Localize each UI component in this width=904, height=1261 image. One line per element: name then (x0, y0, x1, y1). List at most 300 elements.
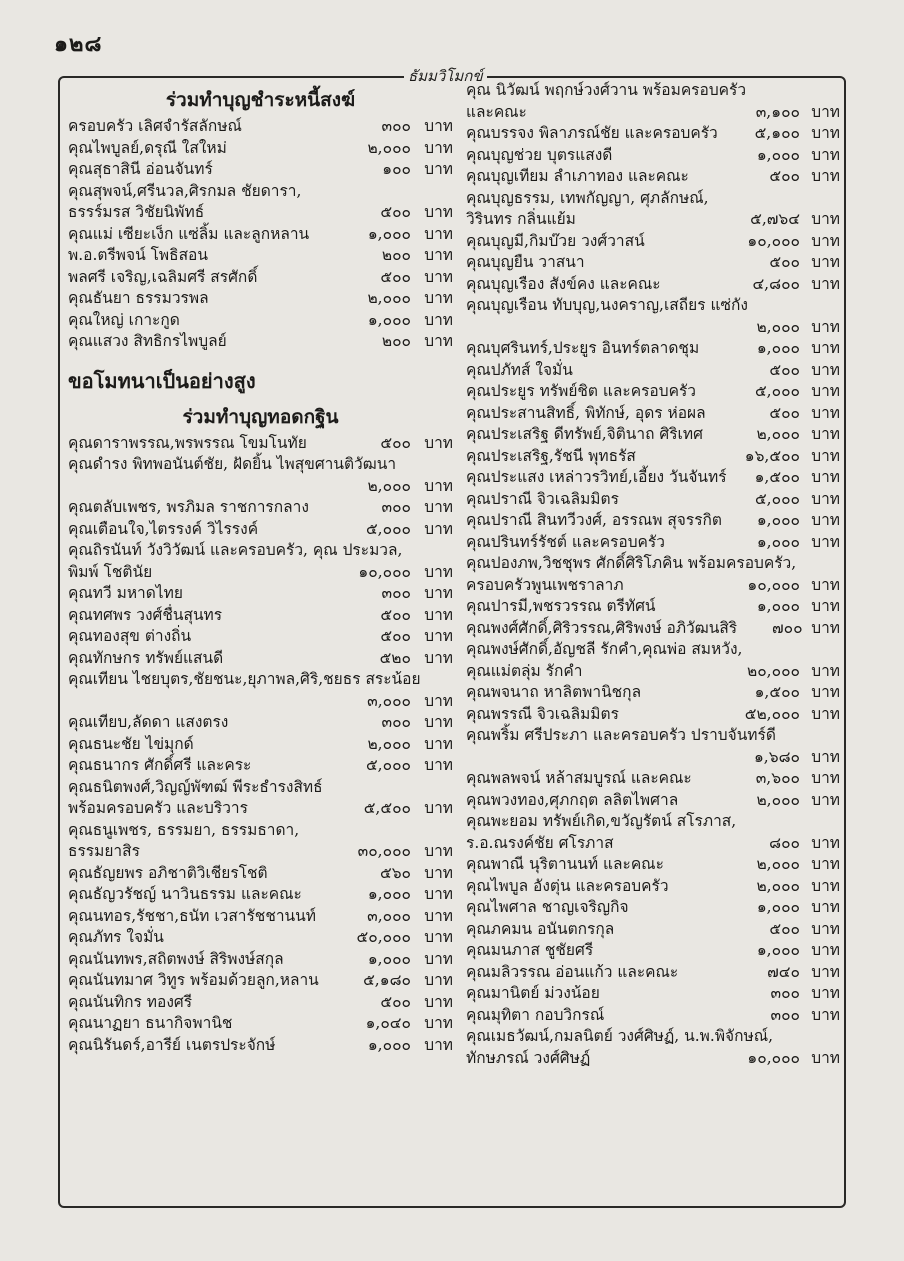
donor-entry (466, 166, 840, 188)
currency-unit: บาท (424, 562, 453, 581)
donation-amount: ๕๐๐ (769, 919, 800, 938)
donation-amount: ๕,๕๐๐ (363, 799, 411, 817)
currency-unit: บาท (811, 317, 840, 336)
donor-entry (466, 876, 840, 898)
currency-unit: บาท (424, 928, 453, 946)
donor-name: คุณพจนาถ หาลิตพานิชกุล (466, 683, 642, 701)
currency-unit: บาท (424, 799, 453, 817)
donation-amount: ๑๐,๐๐๐ (747, 575, 800, 594)
donor-name: คุณธันยา ธรรมวรพล (68, 289, 209, 307)
donor-entry (466, 80, 840, 102)
donor-entry (466, 381, 840, 403)
currency-unit: บาท (811, 210, 840, 228)
donor-name: ครอบครัวพูนเพชราลาภ (466, 575, 624, 594)
donation-amount: ๕๐๐ (380, 605, 411, 624)
donor-entry (68, 755, 453, 777)
donor-name: คุณสุพจน์,ศรีนวล,ศิรกมล ชัยดารา, (68, 181, 302, 200)
donation-amount: ๑๐,๐๐๐ (747, 231, 800, 250)
donation-amount: ๑,๐๐๐ (756, 941, 800, 959)
donor-name: คุณเตือนใจ,ไตรรงค์ วิไรรงค์ (68, 519, 259, 538)
donation-amount: ๑,๐๐๐ (367, 1035, 411, 1054)
donation-amount: ๕๐๐ (769, 253, 800, 271)
donor-entry (68, 562, 453, 584)
donor-name: คุณพะยอม ทรัพย์เกิด,ขวัญรัตน์ สโรภาส, (466, 812, 737, 830)
currency-unit: บาท (811, 425, 840, 443)
currency-unit: บาท (424, 138, 453, 157)
donor-name: คุณปารมี,พชรวรรณ ตรีทัศน์ (466, 597, 656, 615)
donation-amount: ๓,๑๐๐ (755, 102, 800, 121)
donation-amount: ๑๐,๐๐๐ (747, 1048, 800, 1067)
donor-entry (466, 123, 840, 145)
donation-amount: ๓๐๐ (381, 584, 411, 602)
donor-name: คุณประแสง เหล่าวรวิทย์,เอี้ยง วันจันทร์ (466, 468, 727, 486)
donation-amount: ๒,๐๐๐ (756, 855, 800, 873)
donation-amount: ๒,๐๐๐ (367, 138, 411, 157)
donor-name: คุณบุญเทียม ลำเภาทอง และคณะ (466, 167, 689, 185)
donor-entry (466, 403, 840, 425)
donor-entry (466, 102, 840, 124)
donation-amount: ๓,๖๐๐ (755, 769, 800, 787)
donation-amount: ๗๔๐ (767, 962, 800, 981)
donation-amount: ๓๐๐ (381, 498, 411, 516)
donor-entry (466, 360, 840, 382)
donation-amount: ๒,๐๐๐ (756, 425, 800, 443)
donor-entry (68, 841, 453, 863)
donor-name: คุณสุธาสินี อ่อนจันทร์ (68, 160, 213, 178)
donor-entry (68, 476, 453, 498)
donor-entry (466, 790, 840, 812)
donation-amount: ๕๐๐ (380, 433, 411, 452)
donor-name: คุณไพบูล อังตุ่น และครอบครัว (466, 876, 669, 895)
donor-name: คุณ นิวัฒน์ พฤกษ์วงศ์วาน พร้อมครอบครัว (466, 81, 747, 99)
currency-unit: บาท (811, 403, 840, 422)
currency-unit: บาท (811, 511, 840, 529)
donor-name: คุณธนากร ศักดิ์ศรี และคระ (68, 756, 252, 774)
donor-entry (466, 1005, 840, 1027)
currency-unit: บาท (811, 661, 840, 680)
donation-amount: ๑๐,๐๐๐ (358, 562, 411, 581)
donor-entry (68, 1035, 453, 1057)
donor-name: คุณถิรนันท์ วังวิวัฒน์ และครอบครัว, คุณ ประมวล, (68, 541, 403, 559)
donor-entry (466, 661, 840, 683)
donation-amount: ๒,๐๐๐ (756, 317, 800, 336)
donor-entry (68, 777, 453, 799)
donation-amount: ๑,๐๐๐ (756, 511, 800, 529)
donor-name: คุณใหญ่ เกาะกูด (68, 310, 180, 329)
donor-name: คุณตลับเพชร, พรภิมล ราชการกลาง (68, 498, 309, 516)
donor-name: คุณประสานสิทธิ์, พิทักษ์, อุดร ห่อผล (466, 403, 706, 422)
currency-unit: บาท (811, 575, 840, 594)
donor-name: คุณประยูร ทรัพย์ชิต และครอบครัว (466, 382, 696, 400)
donor-name: คุณบุญมี,กิมบ๊วย วงศ์วาสน์ (466, 231, 645, 250)
currency-unit: บาท (424, 203, 453, 221)
donor-name: คุณธนิตพงศ์,วิญญ์พัฑฒ์ พีระธำรงสิทธ์ (68, 777, 323, 796)
currency-unit: บาท (811, 446, 840, 465)
donor-entry (466, 446, 840, 468)
donor-entry (466, 704, 840, 726)
donor-entry (68, 116, 453, 138)
donor-entry (68, 159, 453, 181)
donor-name: คุณพริ้ม ศรีประภา และครอบครัว ปราบจันทร์ดี (466, 726, 776, 744)
currency-unit: บาท (811, 898, 840, 916)
donor-name: คุณทศพร วงศ์ชื่นสุนทร (68, 605, 223, 624)
donation-amount: ๕๒,๐๐๐ (744, 704, 800, 723)
donation-amount: ๕,๑๐๐ (754, 124, 800, 142)
donor-name: พิมพ์ โชตินัย (68, 562, 153, 581)
currency-unit: บาท (811, 597, 840, 615)
thanks-heading: ขอโมทนาเป็นอย่างสูง (68, 368, 256, 393)
donor-entry (68, 712, 453, 734)
donor-name: คุณธัญวรัชญ์ นาวินธรรม และคณะ (68, 885, 302, 903)
donor-name: คุณปราณี จิวเฉลิมมิตร (466, 489, 619, 508)
currency-unit: บาท (424, 648, 453, 667)
donor-entry (68, 433, 453, 455)
donor-entry (68, 224, 453, 246)
donation-amount: ๓๐๐ (770, 984, 800, 1002)
donor-name: คุณดำรง พิทพอนันต์ชัย, ฝัดยิ้น ไพสุขศานติวัฒนา (68, 455, 397, 473)
donor-name: คุณบุศรินทร์,ประยูร อินทร์ตลาดชุม (466, 339, 700, 357)
left-column (68, 80, 453, 1056)
currency-unit: บาท (424, 584, 453, 602)
donor-entry (466, 897, 840, 919)
donor-name: คุณทองสุข ต่างถิ่น (68, 627, 192, 645)
currency-unit: บาท (811, 274, 840, 293)
right-column (466, 80, 840, 1069)
donor-entry (466, 145, 840, 167)
donation-amount: ๕,๐๐๐ (365, 519, 411, 538)
currency-unit: บาท (424, 267, 453, 286)
currency-unit: บาท (811, 1048, 840, 1067)
currency-unit: บาท (424, 842, 453, 860)
donor-name: คุณเทียบ,ลัดดา แสงตรง (68, 713, 229, 731)
currency-unit: บาท (811, 167, 840, 185)
donor-name: คุณมุทิตา กอบวิกรณ์ (466, 1005, 605, 1024)
donor-name: คุณปองภพ,วิชชุพร ศักดิ์ศิริโภคิน พร้อมครอบครัว, (466, 554, 797, 572)
donation-amount: ๕,๑๘๐ (363, 971, 411, 989)
donor-entry (466, 467, 840, 489)
donation-amount: ๑,๐๐๐ (756, 339, 800, 357)
donor-name: พ.อ.ตรีพจน์ โพธิสอน (68, 246, 208, 264)
donor-name: คุณปราณี สินทวีวงศ์, อรรณพ สุจรรกิต (466, 511, 722, 529)
donor-entry (466, 188, 840, 210)
donation-amount: ๑,๐๐๐ (756, 145, 800, 164)
donor-entry (68, 181, 453, 203)
currency-unit: บาท (424, 992, 453, 1011)
donor-name: คุณธนะชัย ไข่มุกด์ (68, 734, 194, 753)
donation-amount: ๒,๐๐๐ (756, 790, 800, 809)
donation-amount: ๕,๗๖๔ (750, 210, 800, 228)
currency-unit: บาท (424, 224, 453, 243)
donation-amount: ๕๐๐ (769, 360, 800, 379)
donor-name: คุณธัญยพร อภิชาติวิเชียรโชติ (68, 863, 268, 882)
currency-unit: บาท (424, 160, 453, 178)
donor-entry (68, 310, 453, 332)
currency-unit: บาท (424, 476, 453, 495)
donor-entry (466, 747, 840, 769)
donation-amount: ๒,๐๐๐ (756, 876, 800, 895)
donor-entry (466, 811, 840, 833)
currency-unit: บาท (811, 876, 840, 895)
donation-amount: ๑,๐๔๐ (365, 1014, 411, 1032)
donor-name: คุณบุญเรือง สังข์คง และคณะ (466, 274, 661, 293)
section-heading-kathin: ร่วมทำบุญทอดกฐิน (182, 405, 339, 428)
donor-name: คุณพงศ์ศักดิ์,ศิริวรรณ,ศิริพงษ์ อภิวัฒนสิริ (466, 618, 738, 637)
donor-entry (68, 540, 453, 562)
journal-title: ธัมมวิโมกข์ (404, 64, 487, 88)
donation-amount: ๕๒๐ (379, 648, 411, 667)
donor-name: ทักษภรณ์ วงศ์ศิษฏ์ (466, 1048, 591, 1067)
donation-amount: ๕๐๐ (380, 627, 411, 645)
donor-name: คุณนาฏยา ธนากิจพานิช (68, 1014, 233, 1032)
donation-amount: ๑,๖๘๐ (753, 747, 800, 766)
donor-entry (68, 605, 453, 627)
donor-entry (466, 725, 840, 747)
donor-name: คุณบุญยืน วาสนา (466, 253, 585, 271)
donation-amount: ๔,๘๐๐ (752, 274, 800, 293)
donor-name: คุณพลพจน์ หล้าสมบูรณ์ และคณะ (466, 769, 692, 787)
currency-unit: บาท (811, 489, 840, 508)
donation-amount: ๑๖,๕๐๐ (744, 446, 800, 465)
donor-entry (68, 970, 453, 992)
currency-unit: บาท (424, 605, 453, 624)
donor-name: คุณไพบูลย์,ดรุณี ใสใหม่ (68, 138, 227, 157)
donor-entry (466, 317, 840, 339)
donation-amount: ๑,๐๐๐ (756, 532, 800, 551)
kathin-donor-list-continued (466, 80, 840, 1069)
currency-unit: บาท (811, 382, 840, 400)
donor-name: และคณะ (466, 102, 527, 121)
currency-unit: บาท (811, 124, 840, 142)
donor-name: คุณดาราพรรณ,พรพรรณ โขมโนทัย (68, 433, 307, 452)
donation-amount: ๑,๐๐๐ (756, 597, 800, 615)
donor-name: คุณทวี มหาดไทย (68, 584, 183, 602)
donor-name: คุณภคมน อนันตกรกุล (466, 919, 615, 938)
donation-amount: ๕,๐๐๐ (365, 756, 411, 774)
donor-entry (68, 497, 453, 519)
donor-entry (68, 331, 453, 353)
currency-unit: บาท (424, 310, 453, 329)
donor-entry (466, 209, 840, 231)
donor-name: คุณปรินทร์รัชต์ และครอบครัว (466, 532, 665, 551)
donor-name: วิรินทร กลิ่นแย้ม (466, 210, 576, 228)
currency-unit: บาท (811, 747, 840, 766)
donor-entry (466, 553, 840, 575)
currency-unit: บาท (424, 289, 453, 307)
currency-unit: บาท (424, 713, 453, 731)
donor-entry (466, 983, 840, 1005)
donation-amount: ๓,๐๐๐ (367, 906, 411, 925)
currency-unit: บาท (811, 984, 840, 1002)
donation-amount: ๕,๐๐๐ (754, 489, 800, 508)
donation-amount: ๓๐๐ (381, 713, 411, 731)
donation-amount: ๕๐๐ (380, 203, 411, 221)
donor-name: คุณนันทมาศ วิทูร พร้อมด้วยลูก,หลาน (68, 971, 319, 989)
donation-amount: ๒,๐๐๐ (367, 289, 411, 307)
donor-entry (466, 1026, 840, 1048)
donation-amount: ๓๐๐ (770, 1005, 800, 1024)
donor-entry (68, 138, 453, 160)
donation-amount: ๑,๐๐๐ (367, 885, 411, 903)
donor-entry (68, 519, 453, 541)
donor-name: ธรรมยาสิร (68, 842, 140, 860)
donation-amount: ๕๖๐ (379, 863, 411, 882)
currency-unit: บาท (811, 769, 840, 787)
section-heading-debt: ร่วมทำบุญชำระหนี้สงฆ์ (165, 89, 356, 111)
donation-amount: ๑๐๐ (382, 160, 411, 178)
currency-unit: บาท (424, 117, 453, 135)
donor-entry (466, 940, 840, 962)
donor-entry (466, 962, 840, 984)
donation-amount: ๒๐๐ (381, 332, 411, 350)
donor-name: พลศรี เจริญ,เฉลิมศรี สรศักดิ์ (68, 267, 258, 286)
currency-unit: บาท (811, 855, 840, 873)
donor-entry (466, 639, 840, 661)
donor-entry (466, 489, 840, 511)
currency-unit: บาท (811, 532, 840, 551)
donor-name: คุณบุญช่วย บุตรแสงดี (466, 145, 613, 164)
donor-entry (68, 202, 453, 224)
currency-unit: บาท (811, 683, 840, 701)
donor-name: คุณมนภาส ชูชัยศรี (466, 941, 594, 959)
donor-name: คุณบุญธรรม, เทพกัญญา, ศุภลักษณ์, (466, 188, 709, 207)
donor-name: ครอบครัว เลิศจำรัสลักษณ์ (68, 117, 242, 135)
donation-amount: ๕๐๐ (769, 167, 800, 185)
donor-entry (68, 927, 453, 949)
donation-amount: ๑,๐๐๐ (756, 898, 800, 916)
donor-entry (68, 992, 453, 1014)
donation-amount: ๓,๐๐๐ (367, 691, 411, 710)
donor-entry (466, 1048, 840, 1070)
donation-amount: ๑,๕๐๐ (754, 683, 800, 701)
donor-name: พร้อมครอบครัว และบริวาร (68, 799, 248, 817)
donor-entry (466, 919, 840, 941)
currency-unit: บาท (424, 756, 453, 774)
donation-amount: ๑,๐๐๐ (367, 949, 411, 968)
donor-entry (68, 288, 453, 310)
donor-name: คุณแม่ เซียะเง็ก แซ่ลิ้ม และลูกหลาน (68, 224, 310, 243)
donation-amount: ๑,๐๐๐ (367, 224, 411, 243)
donor-name: คุณมลิวรรณ อ่อนแก้ว และคณะ (466, 962, 679, 981)
currency-unit: บาท (811, 468, 840, 486)
donor-entry (466, 768, 840, 790)
donor-name: คุณนิรันดร์,อารีย์ เนตรประจักษ์ (68, 1035, 276, 1054)
donor-entry (68, 1013, 453, 1035)
donor-entry (68, 669, 453, 691)
currency-unit: บาท (424, 885, 453, 903)
donor-entry (68, 884, 453, 906)
donor-name: คุณพวงทอง,ศุภกฤต ลลิตไพศาล (466, 790, 679, 809)
currency-unit: บาท (811, 145, 840, 164)
donor-entry (466, 424, 840, 446)
donor-entry (68, 267, 453, 289)
donor-entry (68, 798, 453, 820)
currency-unit: บาท (811, 962, 840, 981)
donor-entry (466, 231, 840, 253)
donor-entry (68, 906, 453, 928)
currency-unit: บาท (811, 1005, 840, 1024)
donation-amount: ๕๐๐ (769, 403, 800, 422)
donor-name: คุณมานิตย์ ม่วงน้อย (466, 984, 600, 1002)
currency-unit: บาท (811, 618, 840, 637)
donor-name: คุณภัทร ใจมั่น (68, 928, 164, 946)
currency-unit: บาท (424, 1035, 453, 1054)
currency-unit: บาท (424, 691, 453, 710)
donor-name: คุณนทอร,รัชชา,ธนัท เวสารัชชานนท์ (68, 906, 316, 925)
donor-name: คุณบรรจง พิลาภรณ์ชัย และครอบครัว (466, 124, 718, 142)
currency-unit: บาท (811, 231, 840, 250)
donor-name: ธรรร์มรส วิชัยนิพัทธ์ (68, 203, 205, 221)
donor-entry (466, 532, 840, 554)
currency-unit: บาท (811, 919, 840, 938)
donor-name: คุณประเสริฐ ดีทรัพย์,จิตินาถ ศิริเทศ (466, 425, 703, 443)
donation-amount: ๓๐,๐๐๐ (357, 842, 411, 860)
donation-amount: ๒,๐๐๐ (367, 476, 411, 495)
donation-amount: ๓๐๐ (381, 117, 411, 135)
currency-unit: บาท (424, 433, 453, 452)
currency-unit: บาท (811, 790, 840, 809)
donor-name: คุณไพศาล ชาญเจริญกิจ (466, 898, 629, 916)
donor-name: คุณเมธวัฒน์,กมลนิตย์ วงศ์ศิษฏ์, น.พ.พิจักษณ์, (466, 1027, 774, 1045)
currency-unit: บาท (424, 734, 453, 753)
currency-unit: บาท (424, 906, 453, 925)
donor-name: คุณนันทพร,สถิตพงษ์ สิริพงษ์สกุล (68, 949, 284, 968)
donor-entry (68, 454, 453, 476)
donation-amount: ๕๐๐ (380, 992, 411, 1011)
donation-amount: ๑,๕๐๐ (754, 468, 800, 486)
donor-entry (466, 575, 840, 597)
donor-entry (68, 245, 453, 267)
currency-unit: บาท (424, 498, 453, 516)
donor-entry (68, 626, 453, 648)
donor-entry (68, 949, 453, 971)
currency-unit: บาท (811, 102, 840, 121)
donor-name: คุณปภัทส์ ใจมั่น (466, 360, 573, 379)
currency-unit: บาท (811, 704, 840, 723)
currency-unit: บาท (811, 253, 840, 271)
donation-amount: ๕๐,๐๐๐ (356, 928, 411, 946)
donor-entry (68, 820, 453, 842)
donor-name: คุณพาณี นุริตานนท์ และคณะ (466, 855, 664, 873)
donation-amount: ๑,๐๐๐ (367, 310, 411, 329)
donor-name: คุณแม่ตลุ่ม รักคำ (466, 661, 583, 680)
donation-amount: ๗๐๐ (772, 618, 803, 637)
donor-entry (68, 863, 453, 885)
donation-amount: ๕๐๐ (380, 267, 411, 286)
donor-name: คุณทักษกร ทรัพย์แสนดี (68, 648, 224, 667)
currency-unit: บาท (424, 949, 453, 968)
donation-amount: ๒๐,๐๐๐ (747, 661, 800, 680)
donation-amount: ๒,๐๐๐ (367, 734, 411, 753)
currency-unit: บาท (424, 332, 453, 350)
currency-unit: บาท (424, 1014, 453, 1032)
donation-amount: ๒๐๐ (381, 246, 411, 264)
donor-entry (466, 833, 840, 855)
currency-unit: บาท (811, 941, 840, 959)
donor-entry (466, 252, 840, 274)
currency-unit: บาท (424, 627, 453, 645)
donor-entry (466, 274, 840, 296)
donor-entry (466, 596, 840, 618)
donor-name: ร.อ.ณรงค์ชัย ศโรภาส (466, 833, 614, 852)
donor-entry (466, 510, 840, 532)
currency-unit: บาท (811, 833, 840, 852)
donor-entry (68, 583, 453, 605)
currency-unit: บาท (811, 339, 840, 357)
donation-amount: ๕,๐๐๐ (754, 382, 800, 400)
donor-name: คุณเทียน ไชยบุตร,ชัยชนะ,ยุภาพล,ศิริ,ชยธร สระน้อย (68, 670, 421, 688)
donor-name: คุณบุญเรือน ทับบุญ,นงคราญ,เสถียร แซ่กัง (466, 296, 748, 314)
donor-entry (466, 618, 840, 640)
